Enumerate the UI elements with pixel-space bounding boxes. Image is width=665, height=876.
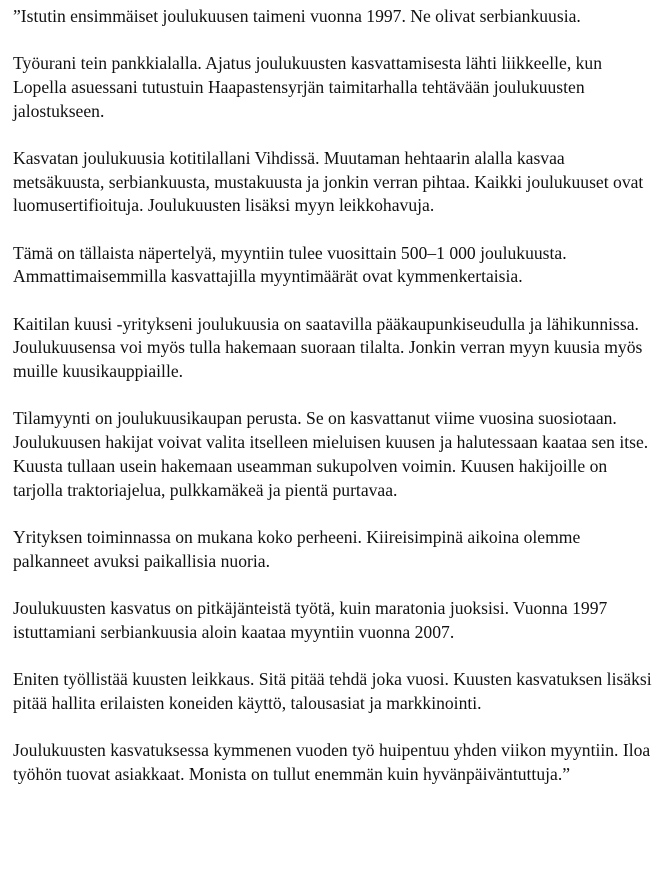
article-paragraph: Joulukuusten kasvatuksessa kymmenen vuoden työ huipentuu yhden viikon myyntiin. Iloa työhön tuovat asiakkaat. Monista on tullut enemmän kuin hyvänpäiväntuttuja.” [13,739,651,784]
article-paragraph: Eniten työllistää kuusten leikkaus. Sitä pitää tehdä joka vuosi. Kuusten kasvatuksen lisäksi pitää hallita erilaisten koneiden käyttö, talousasiat ja markkinointi. [13,668,652,713]
article-paragraph: Joulukuusten kasvatus on pitkäjänteistä työtä, kuin maratonia juoksisi. Vuonna 1997 istuttamiani serbiankuusia aloin kaataa myyntiin vuonna 2007. [13,597,608,642]
article-paragraph: Kaitilan kuusi -yritykseni joulukuusia on saatavilla pääkaupunkiseudulla ja lähikunnissa. Joulukuusensa voi myös tulla hakemaan suoraan tilalta. Jonkin verran myyn kuusia myös muille kuusikauppiaille. [13,313,643,382]
article-paragraph: Yrityksen toiminnassa on mukana koko perheeni. Kiireisimpinä aikoina olemme palkanneet avuksi paikallisia nuoria. [13,526,581,571]
article-body [13,5,658,786]
article-paragraph: ”Istutin ensimmäiset joulukuusen taimeni vuonna 1997. Ne olivat serbiankuusia. [13,6,581,26]
article-paragraph: Kasvatan joulukuusia kotitilallani Vihdissä. Muutaman hehtaarin alalla kasvaa metsäkuusta, serbiankuusta, mustakuusta ja jonkin verran pihtaa. Kaikki joulukuuset ovat luomusertifioituja. Joulukuusten lisäksi myyn leikkohavuja. [13,148,644,216]
article-paragraph: Työurani tein pankkialalla. Ajatus joulukuusten kasvattamisesta lähti liikkeelle, kun Lopella asuessani tutustuin Haapastensyrjän taimitarhalla tehtävään joulukuusten jalostukseen. [13,53,603,121]
article-paragraph: Tämä on tällaista näpertelyä, myyntiin tulee vuosittain 500–1 000 joulukuusta. Ammattimaisemmilla kasvattajilla myyntimäärät ovat kymmenkertaisia. [13,242,567,287]
article-paragraph: Tilamyynti on joulukuusikaupan perusta. Se on kasvattanut viime vuosina suosiotaan. Joulukuusen hakijat voivat valita itselleen mieluisen kuusen ja halutessaan kaataa sen itse. Kuusta tullaan usein hakemaan useamman sukupolven voimin. Kuusen hakijoille on tarjolla traktoriajelua, pulkkamäkeä ja pientä purtavaa. [13,408,649,500]
